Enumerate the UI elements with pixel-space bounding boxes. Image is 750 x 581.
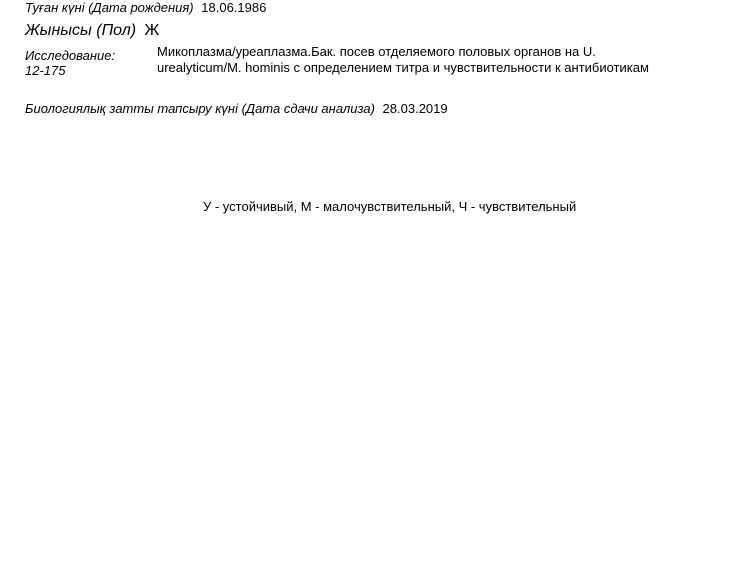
study-label: Исследование: <box>25 48 116 63</box>
submission-date-value: 28.03.2019 <box>382 101 448 116</box>
birth-date-value: 18.06.1986 <box>201 0 267 15</box>
study-description: Микоплазма/уреаплазма.Бак. посев отделяемого половых органов на U. urealyticum/M. hominis с определением титра и чувствительности к антибиотикам <box>157 44 649 75</box>
gender-row <box>25 21 159 41</box>
gender-value: Ж <box>144 22 160 39</box>
submission-date-label: Биологиялық затты тапсыру күні (Дата сдачи анализа) <box>25 101 375 116</box>
birth-date-label: Туған күні (Дата рождения) <box>25 0 194 15</box>
sensitivity-legend: У - устойчивый, М - малочувствительный, Ч - чувствительный <box>203 199 577 214</box>
gender-label: Жынысы (Пол) <box>25 22 137 39</box>
study-code: 12-175 <box>25 63 66 78</box>
submission-date-row <box>25 101 448 117</box>
birth-date-row <box>25 0 266 16</box>
